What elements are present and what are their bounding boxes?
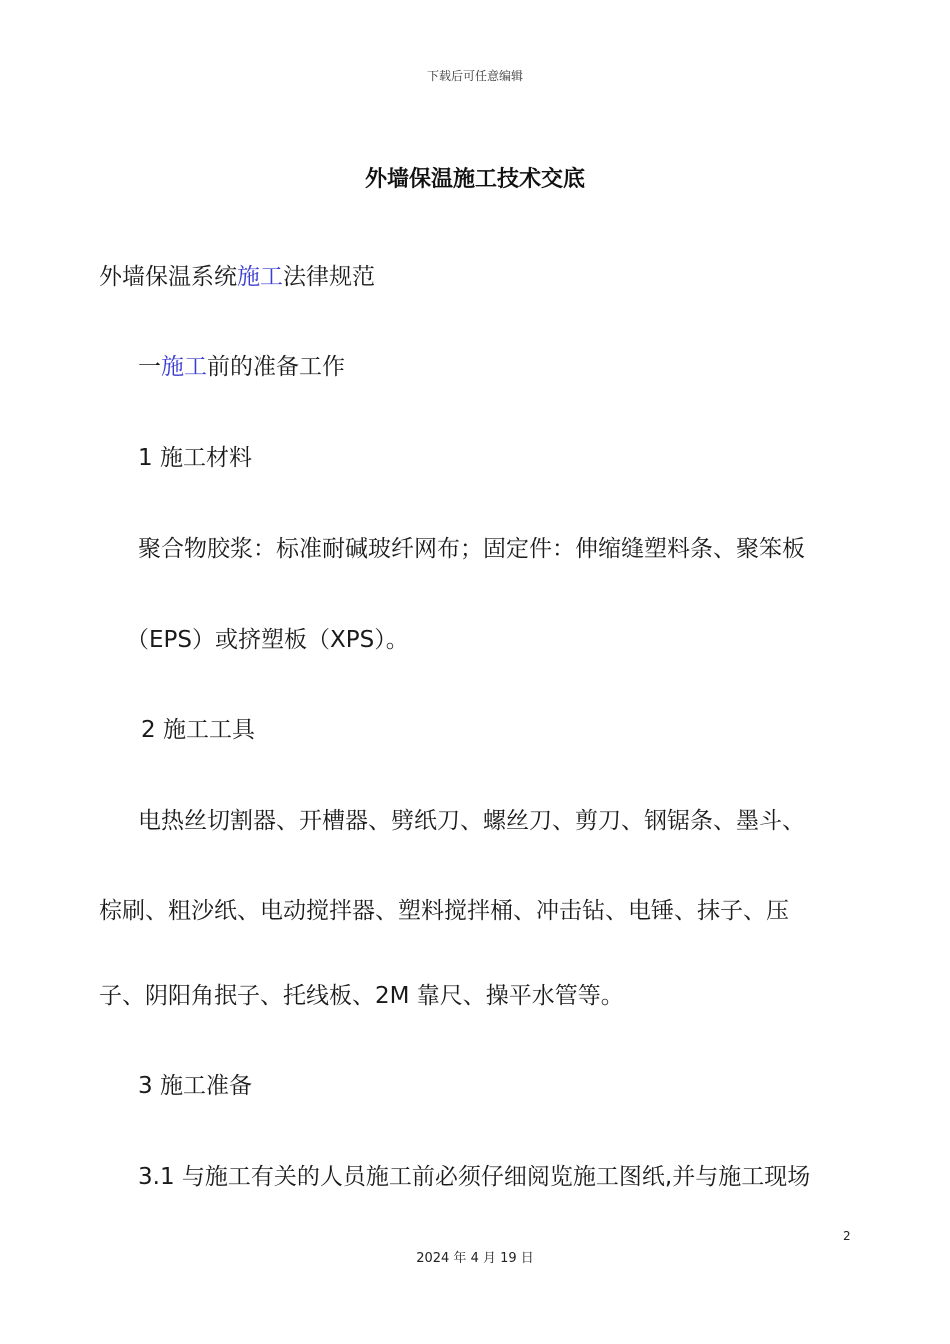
materials-line-2: （EPS）或挤塑板（XPS）。	[126, 627, 409, 653]
header-note: 下载后可任意编辑	[426, 69, 523, 83]
part-one-heading	[138, 351, 345, 383]
part-one-prefix: 一	[138, 354, 161, 380]
item-2-heading: 2 施工工具	[141, 717, 255, 743]
item-1-heading: 1 施工材料	[138, 445, 252, 471]
document-title: 外墙保温施工技术交底	[364, 167, 585, 192]
materials-line-1: 聚合物胶浆：标准耐碱玻纤网布；固定件：伸缩缝塑料条、聚笨板	[138, 536, 805, 562]
section-heading-link[interactable]: 施工	[237, 264, 283, 290]
footer-date: 2024 年 4 月 19 日	[416, 1251, 534, 1266]
prep-line-1: 3.1 与施工有关的人员施工前必须仔细阅览施工图纸,并与施工现场	[138, 1164, 811, 1190]
section-heading	[99, 261, 375, 293]
section-heading-suffix: 法律规范	[283, 264, 375, 290]
tools-line-2: 棕刷、粗沙纸、电动搅拌器、塑料搅拌桶、冲击钻、电锤、抹子、压	[99, 898, 789, 924]
tools-line-1: 电热丝切割器、开槽器、劈纸刀、螺丝刀、剪刀、钢锯条、墨斗、	[138, 808, 805, 834]
part-one-link[interactable]: 施工	[161, 354, 207, 380]
tools-line-3: 子、阴阳角抿子、托线板、2M 靠尺、操平水管等。	[99, 983, 624, 1009]
item-3-heading: 3 施工准备	[138, 1073, 252, 1099]
section-heading-prefix: 外墙保温系统	[99, 264, 237, 290]
part-one-suffix: 前的准备工作	[207, 354, 345, 380]
page-number: 2	[843, 1229, 851, 1243]
